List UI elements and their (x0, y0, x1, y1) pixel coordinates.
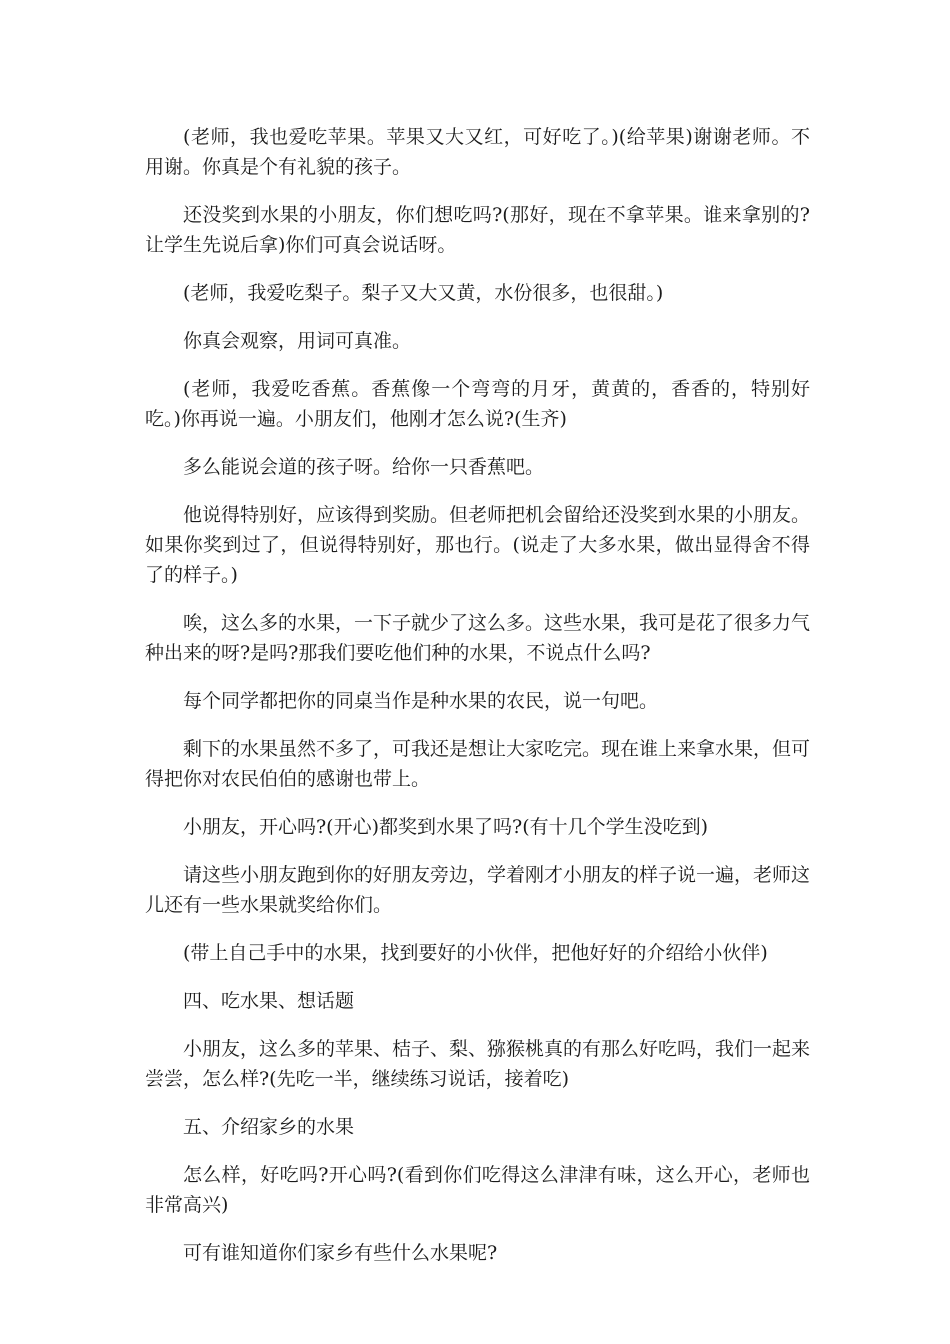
paragraph: 剩下的水果虽然不多了，可我还是想让大家吃完。现在谁上来拿水果，但可得把你对农民伯伯的感谢也带上。 (145, 738, 811, 790)
paragraph: (老师，我爱吃梨子。梨子又大又黄，水份很多，也很甜。) (183, 282, 664, 304)
paragraph: 可有谁知道你们家乡有些什么水果呢? (183, 1242, 498, 1264)
paragraph: (老师，我爱吃香蕉。香蕉像一个弯弯的月牙，黄黄的，香香的，特别好吃。)你再说一遍。小朋友们，他刚才怎么说?(生齐) (145, 378, 810, 430)
paragraph: 请这些小朋友跑到你的好朋友旁边，学着刚才小朋友的样子说一遍，老师这儿还有一些水果就奖给你们。 (145, 864, 811, 916)
section-heading: 五、介绍家乡的水果 (183, 1116, 355, 1138)
paragraph: (老师，我也爱吃苹果。苹果又大又红，可好吃了。)(给苹果)谢谢老师。不用谢。你真是个有礼貌的孩子。 (145, 126, 810, 178)
section-heading: 四、吃水果、想话题 (183, 990, 355, 1012)
paragraph: 他说得特别好，应该得到奖励。但老师把机会留给还没奖到水果的小朋友。如果你奖到过了，但说得特别好，那也行。(说走了大多水果，做出显得舍不得了的样子。) (145, 504, 811, 586)
paragraph: (带上自己手中的水果，找到要好的小伙伴，把他好好的介绍给小伙伴) (183, 942, 768, 964)
paragraph: 还没奖到水果的小朋友，你们想吃吗?(那好，现在不拿苹果。谁来拿别的?让学生先说后拿)你们可真会说话呀。 (145, 204, 810, 256)
paragraph: 怎么样，好吃吗?开心吗?(看到你们吃得这么津津有味，这么开心，老师也非常高兴) (145, 1164, 810, 1216)
paragraph: 每个同学都把你的同桌当作是种水果的农民，说一句吧。 (183, 690, 659, 712)
paragraph: 小朋友，开心吗?(开心)都奖到水果了吗?(有十几个学生没吃到) (183, 816, 709, 838)
document-body (145, 122, 810, 1286)
paragraph: 小朋友，这么多的苹果、桔子、梨、猕猴桃真的有那么好吃吗，我们一起来尝尝，怎么样?(先吃一半，继续练习说话，接着吃) (145, 1038, 811, 1090)
paragraph: 唉，这么多的水果，一下子就少了这么多。这些水果，我可是花了很多力气种出来的呀?是吗?那我们要吃他们种的水果，不说点什么吗? (145, 612, 811, 664)
paragraph: 多么能说会道的孩子呀。给你一只香蕉吧。 (183, 456, 545, 478)
paragraph: 你真会观察，用词可真准。 (183, 330, 412, 352)
